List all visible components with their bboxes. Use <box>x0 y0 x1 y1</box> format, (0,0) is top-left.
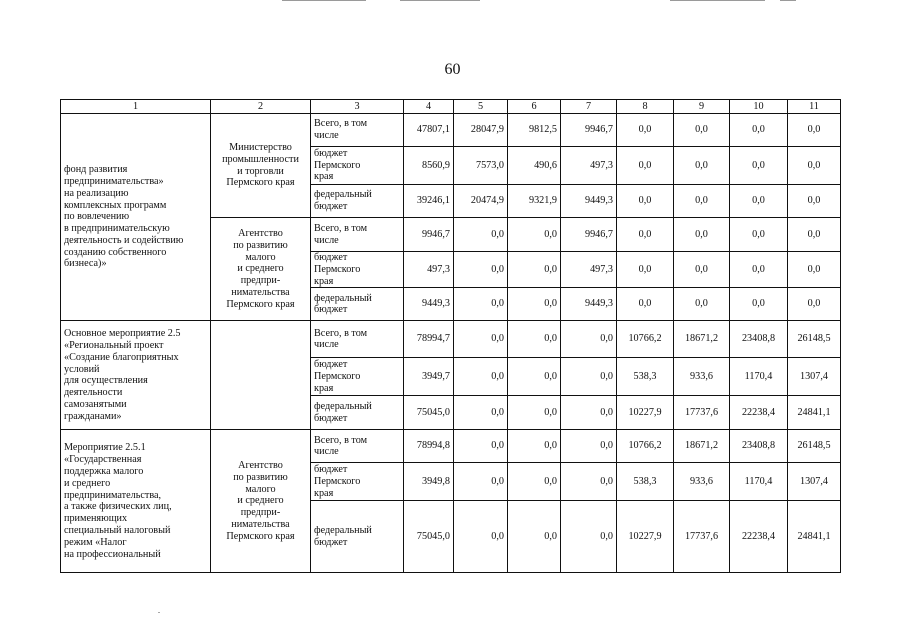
amount-cell: 0,0 <box>788 218 841 252</box>
amount-cell: 0,0 <box>674 114 730 147</box>
executor-name: Агентство по развитию малого и среднего предпри- нимательства Пермского края <box>226 460 295 542</box>
amount-cell: 0,0 <box>730 252 788 288</box>
table-row <box>61 114 841 147</box>
funding-source-cell <box>311 252 404 288</box>
top-rule-far-right <box>780 0 796 1</box>
amount-cell: 0,0 <box>617 288 674 321</box>
amount-cell: 0,0 <box>674 288 730 321</box>
column-number: 7 <box>561 100 617 114</box>
amount-cell: 17737,6 <box>674 501 730 573</box>
funding-source: бюджет Пермского края <box>314 359 361 394</box>
amount-cell: 9449,3 <box>561 288 617 321</box>
amount-cell: 10227,9 <box>617 396 674 430</box>
amount-cell: 497,3 <box>561 147 617 185</box>
amount-cell: 78994,7 <box>404 321 454 358</box>
amount-cell: 0,0 <box>454 501 508 573</box>
funding-source-cell <box>311 218 404 252</box>
column-number: 8 <box>617 100 674 114</box>
amount-cell: 538,3 <box>617 358 674 396</box>
amount-cell: 0,0 <box>730 218 788 252</box>
amount-cell: 0,0 <box>561 501 617 573</box>
amount-cell: 1307,4 <box>788 463 841 501</box>
amount-cell: 0,0 <box>561 463 617 501</box>
executor-name: Министерство промышленности и торговли Пермского края <box>222 141 299 189</box>
amount-cell: 10766,2 <box>617 430 674 463</box>
amount-cell: 47807,1 <box>404 114 454 147</box>
amount-cell: 23408,8 <box>730 430 788 463</box>
amount-cell: 0,0 <box>454 396 508 430</box>
funding-source: федеральный бюджет <box>314 401 372 424</box>
amount-cell: 0,0 <box>788 252 841 288</box>
amount-cell: 0,0 <box>730 185 788 218</box>
amount-cell: 0,0 <box>561 358 617 396</box>
amount-cell: 0,0 <box>788 114 841 147</box>
column-number: 6 <box>508 100 561 114</box>
executor-cell <box>211 321 311 430</box>
amount-cell: 933,6 <box>674 358 730 396</box>
amount-cell: 39246,1 <box>404 185 454 218</box>
page-number: 60 <box>444 61 461 78</box>
amount-cell: 0,0 <box>508 463 561 501</box>
amount-cell: 1170,4 <box>730 463 788 501</box>
column-number-row <box>61 100 841 114</box>
top-rule-right <box>670 0 765 1</box>
funding-source: Всего, в том числе <box>314 118 368 141</box>
column-number: 4 <box>404 100 454 114</box>
funding-source: бюджет Пермского края <box>314 147 361 183</box>
amount-cell: 0,0 <box>674 218 730 252</box>
amount-cell: 0,0 <box>561 430 617 463</box>
amount-cell: 75045,0 <box>404 501 454 573</box>
amount-cell: 24841,1 <box>788 501 841 573</box>
activity-name-cell <box>61 430 211 573</box>
amount-cell: 0,0 <box>454 218 508 252</box>
funding-source: федеральный бюджет <box>314 525 372 548</box>
amount-cell: 26148,5 <box>788 321 841 358</box>
funding-source: Всего, в том числе <box>314 222 368 246</box>
top-rule-left <box>282 0 366 1</box>
amount-cell: 3949,8 <box>404 463 454 501</box>
funding-source-cell <box>311 114 404 147</box>
amount-cell: 75045,0 <box>404 396 454 430</box>
amount-cell: 18671,2 <box>674 321 730 358</box>
column-number: 1 <box>61 100 211 114</box>
activity-name: фонд развития предпринимательства» на реализацию комплексных программ по вовлечению в предпринимательскую деятельность и содействию созданию собственного бизнеса)» <box>64 164 184 270</box>
funding-source: бюджет Пермского края <box>314 252 361 287</box>
amount-cell: 0,0 <box>788 185 841 218</box>
amount-cell: 0,0 <box>788 288 841 321</box>
amount-cell: 0,0 <box>454 358 508 396</box>
amount-cell: 0,0 <box>617 185 674 218</box>
amount-cell: 0,0 <box>617 218 674 252</box>
stray-mark: . <box>158 606 160 615</box>
amount-cell: 8560,9 <box>404 147 454 185</box>
amount-cell: 17737,6 <box>674 396 730 430</box>
amount-cell: 1307,4 <box>788 358 841 396</box>
amount-cell: 0,0 <box>508 288 561 321</box>
amount-cell: 0,0 <box>454 252 508 288</box>
activity-name-cell <box>61 321 211 430</box>
amount-cell: 490,6 <box>508 147 561 185</box>
funding-source-cell <box>311 463 404 501</box>
amount-cell: 10766,2 <box>617 321 674 358</box>
amount-cell: 0,0 <box>617 252 674 288</box>
amount-cell: 0,0 <box>561 321 617 358</box>
funding-source-cell <box>311 358 404 396</box>
top-rule-center <box>400 0 480 1</box>
amount-cell: 23408,8 <box>730 321 788 358</box>
column-number: 10 <box>730 100 788 114</box>
column-number: 5 <box>454 100 508 114</box>
amount-cell: 0,0 <box>730 288 788 321</box>
activity-name: Основное мероприятие 2.5 «Региональный проект «Создание благоприятных условий для осуществления деятельности самозанятыми гражданами» <box>64 328 181 422</box>
amount-cell: 18671,2 <box>674 430 730 463</box>
amount-cell: 0,0 <box>730 114 788 147</box>
amount-cell: 0,0 <box>674 185 730 218</box>
amount-cell: 0,0 <box>674 252 730 288</box>
amount-cell: 78994,8 <box>404 430 454 463</box>
amount-cell: 1170,4 <box>730 358 788 396</box>
budget-table <box>60 99 841 573</box>
column-number: 11 <box>788 100 841 114</box>
funding-source: Всего, в том числе <box>314 327 368 351</box>
funding-source-cell <box>311 430 404 463</box>
executor-name: Агентство по развитию малого и среднего предпри- нимательства Пермского края <box>226 227 295 310</box>
amount-cell: 0,0 <box>454 288 508 321</box>
funding-source-cell <box>311 147 404 185</box>
amount-cell: 26148,5 <box>788 430 841 463</box>
column-number: 9 <box>674 100 730 114</box>
amount-cell: 3949,7 <box>404 358 454 396</box>
amount-cell: 0,0 <box>454 430 508 463</box>
amount-cell: 9946,7 <box>561 218 617 252</box>
executor-cell <box>211 114 311 218</box>
funding-source: федеральный бюджет <box>314 189 372 212</box>
funding-source-cell <box>311 396 404 430</box>
amount-cell: 9449,3 <box>404 288 454 321</box>
amount-cell: 0,0 <box>788 147 841 185</box>
funding-source-cell <box>311 501 404 573</box>
amount-cell: 9449,3 <box>561 185 617 218</box>
amount-cell: 933,6 <box>674 463 730 501</box>
amount-cell: 0,0 <box>508 430 561 463</box>
amount-cell: 0,0 <box>454 321 508 358</box>
amount-cell: 9321,9 <box>508 185 561 218</box>
amount-cell: 0,0 <box>508 321 561 358</box>
amount-cell: 7573,0 <box>454 147 508 185</box>
activity-name: Мероприятие 2.5.1 «Государственная поддержка малого и среднего предпринимательства, а также физических лиц, применяющих специальный налоговый режим «Налог на профессиональный <box>64 442 172 560</box>
amount-cell: 0,0 <box>508 396 561 430</box>
amount-cell: 0,0 <box>561 396 617 430</box>
table-row <box>61 321 841 358</box>
amount-cell: 497,3 <box>561 252 617 288</box>
amount-cell: 497,3 <box>404 252 454 288</box>
amount-cell: 0,0 <box>508 358 561 396</box>
activity-name-cell <box>61 114 211 321</box>
column-number: 2 <box>211 100 311 114</box>
amount-cell: 9812,5 <box>508 114 561 147</box>
amount-cell: 9946,7 <box>561 114 617 147</box>
amount-cell: 20474,9 <box>454 185 508 218</box>
amount-cell: 0,0 <box>730 147 788 185</box>
amount-cell: 10227,9 <box>617 501 674 573</box>
amount-cell: 0,0 <box>617 147 674 185</box>
funding-source: Всего, в том числе <box>314 434 368 458</box>
funding-source-cell <box>311 185 404 218</box>
funding-source: федеральный бюджет <box>314 292 372 316</box>
amount-cell: 22238,4 <box>730 501 788 573</box>
amount-cell: 9946,7 <box>404 218 454 252</box>
executor-cell <box>211 430 311 573</box>
executor-cell <box>211 218 311 321</box>
amount-cell: 0,0 <box>508 501 561 573</box>
funding-source: бюджет Пермского края <box>314 464 361 499</box>
column-number: 3 <box>311 100 404 114</box>
amount-cell: 0,0 <box>508 218 561 252</box>
amount-cell: 538,3 <box>617 463 674 501</box>
amount-cell: 0,0 <box>617 114 674 147</box>
amount-cell: 0,0 <box>508 252 561 288</box>
amount-cell: 0,0 <box>674 147 730 185</box>
amount-cell: 22238,4 <box>730 396 788 430</box>
table-row <box>61 430 841 463</box>
amount-cell: 28047,9 <box>454 114 508 147</box>
amount-cell: 0,0 <box>454 463 508 501</box>
amount-cell: 24841,1 <box>788 396 841 430</box>
funding-source-cell <box>311 321 404 358</box>
funding-source-cell <box>311 288 404 321</box>
